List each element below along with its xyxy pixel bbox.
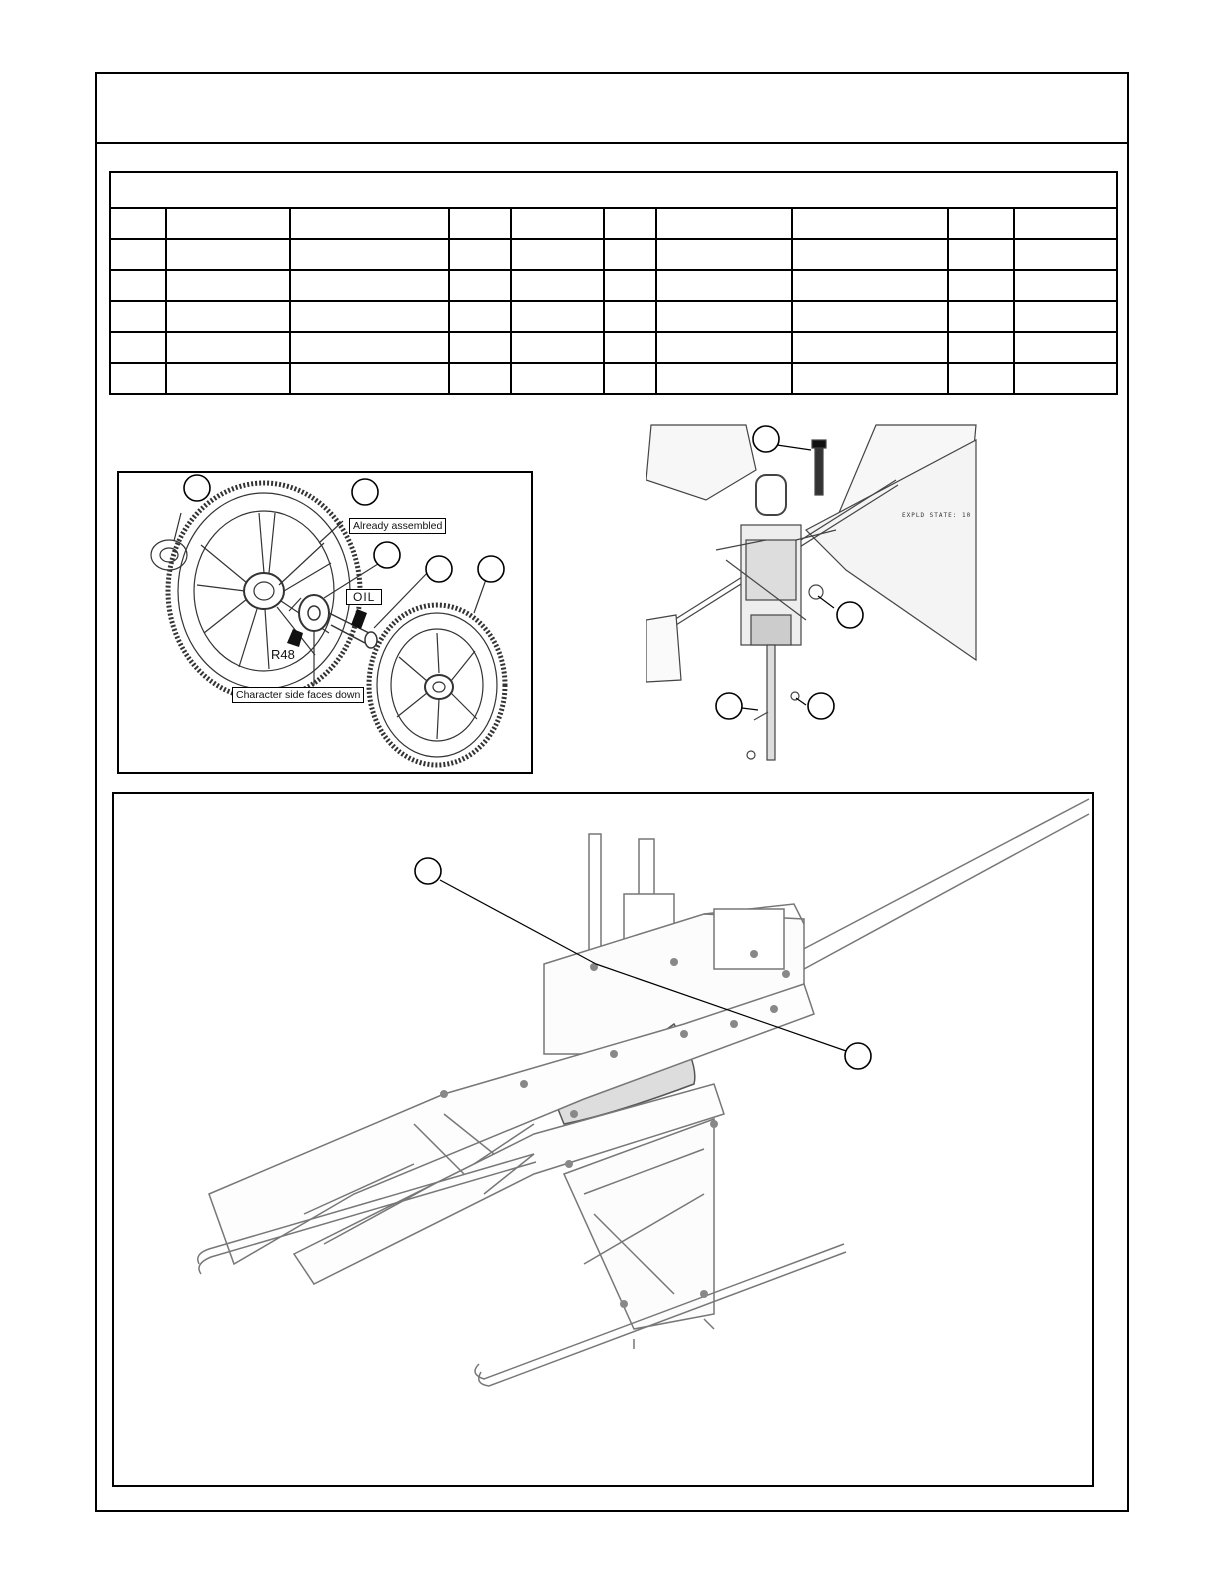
- parts-table-title-cell: [110, 172, 1117, 208]
- frame-assembly-drawing: [114, 794, 1092, 1485]
- parts-table-header-row: [110, 208, 1117, 239]
- drawing-note: EXPLD STATE: 10: [902, 512, 972, 519]
- oil-label: OIL: [346, 589, 382, 605]
- callout-markers: [184, 475, 504, 582]
- table-row: [110, 270, 1117, 301]
- parts-table: [109, 171, 1118, 395]
- rotor-head-panel: [646, 420, 1106, 765]
- table-row: [110, 239, 1117, 270]
- gear-assembly-panel: [117, 471, 533, 774]
- r48-arrow-icon: [287, 629, 303, 647]
- header-divider: [95, 142, 1129, 144]
- gear-assembly-drawing: [119, 473, 531, 772]
- table-row: [110, 363, 1117, 394]
- table-row: [110, 332, 1117, 363]
- rotor-head-drawing: [646, 420, 1106, 765]
- parts-table-title-row: [110, 172, 1117, 208]
- frame-assembly-panel: [112, 792, 1094, 1487]
- character-side-label: Character side faces down: [232, 687, 364, 703]
- r48-label: R48: [271, 647, 295, 662]
- already-assembled-label: Already assembled: [349, 518, 446, 534]
- table-row: [110, 301, 1117, 332]
